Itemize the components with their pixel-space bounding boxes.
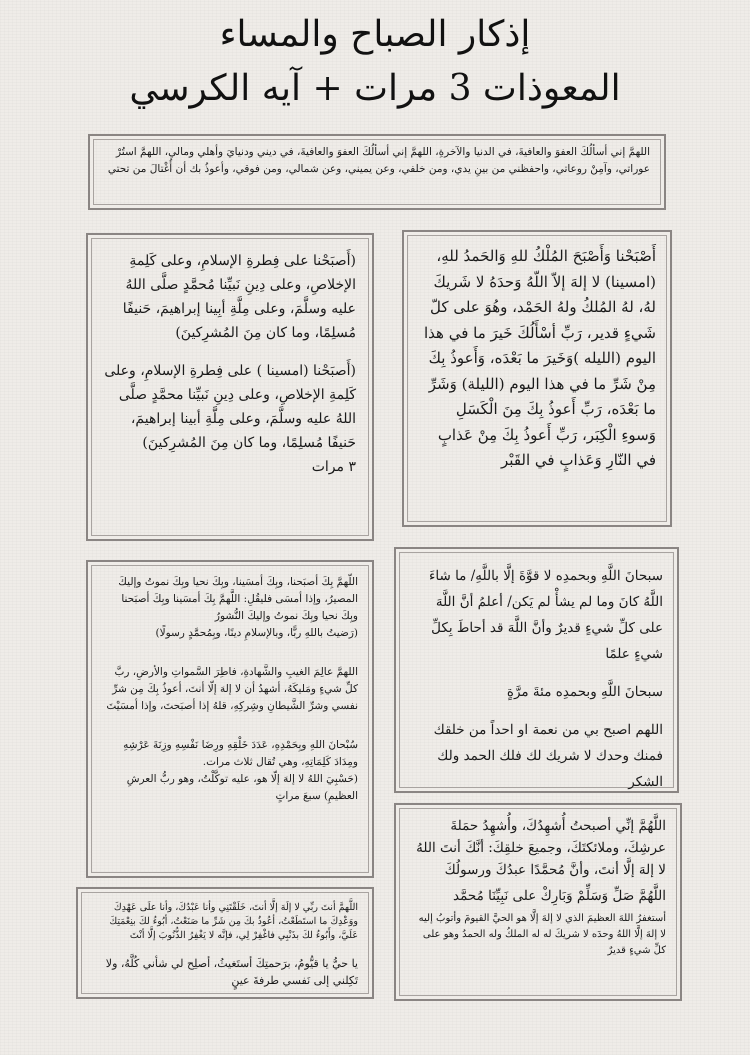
dua-box-istighfar (76, 887, 374, 999)
dua-box-ashhaduk (394, 803, 682, 1001)
page-title: إذكار الصباح والمساء (219, 14, 531, 55)
dua-box-subhan (394, 547, 679, 793)
dua-text: يا حيُّ يا قيُّومُ، برَحمتِكَ أستَغيثُ، أصلِح لي شأني كُلَّهُ، ولا تَكِلني إلى نَفسي طرفةَ عينٍ (105, 957, 358, 987)
dua-text: اللهمَّ عالِمَ الغيبِ والشَّهادةِ، فاطِرَ السَّمواتِ والأرضِ، ربَّ كلِّ شيءٍ ومَليكَهُ، أشهدُ أن لا إلهَ إلّا أنتَ، أعوذُ بِكَ مِن شرِّ نفسي وشرِّ الشَّيطانِ وشِركِهِ، قلهُ إذا أصبَحتَ، وإذا أمسَيْتَ (106, 666, 358, 712)
dua-text: اللَّهمَّ أنتَ ربِّي لا إلَهَ إلَّا أنتَ، خَلَقْتَنِي وأنا عَبْدُكَ، وأنا علَى عَهْدِكَ ووَعْدِكَ ما استَطَعْتُ، أعُوذُ بكَ مِن شَرِّ ما صَنَعْتُ، أبُوءُ لكَ بنِعْمَتِكَ عَلَيَّ، وأَبُوءُ لكَ بذَنْبِي فاغْفِرْ لِي، فإنَّه لا يَغْفِرُ الذُّنُوبَ إلَّا أنْتَ (109, 902, 358, 941)
dua-text: اللّهمَّ بِكَ أصبَحنا، وبِكَ أمسَينا، وبِكَ نحيا وبِكَ نموتُ وإليكَ المصيرُ، وإذا أمسَى فليقُلِ: اللَّهمَّ بِكَ أمسَينا وبِكَ أصبَحنا وبِكَ نحيا وبِكَ نموتُ وإليكَ النُّشورُ (118, 576, 358, 622)
dua-text: اللهم اصبح بي من نعمة او احداً من خلقك فمنك وحدك لا شريك لك فلك الحمد ولك الشكر (433, 722, 663, 790)
dua-text: سبحانَ اللَّهِ وبحمدِه مئةَ مرَّةٍ (506, 684, 663, 700)
dua-box-afiya (88, 134, 666, 210)
dua-box-fitra (86, 233, 374, 541)
dua-text: اللَّهُمَّ صَلِّ وَسَلِّمْ وَبَارِكْ على نَبِيِّنَا مُحمَّد (452, 888, 666, 904)
dua-text: (أَصبَحْنا على فِطرةِ الإسلامِ، وعلى كَلِمةِ الإخلاصِ، وعلى دِينِ نَبيِّنا مُحمَّدٍ صلَّى اللهُ عليه وسلَّمَ، وعلى مِلَّةِ أبِينا إبراهيمَ، حَنيفًا مُسلِمًا، وما كان مِنَ المُشرِكينَ) (122, 253, 356, 341)
dua-text: (رَضيتُ باللهِ ربًّا، وبالإسلامِ دينًا، وبِمُحمَّدٍ رسولًا) (155, 627, 358, 639)
dua-text: (حَسْبِيَ اللهُ لا إلهَ إلّا هو، عليه توكَّلْتُ، وهو ربُّ العرشِ العظيمِ) سبعَ مراتٍ (126, 773, 358, 802)
dua-text: سُبْحانَ اللهِ وبِحَمْدِهِ، عَدَدَ خَلْقِهِ ورِضَا نَفْسِهِ وزِنَةَ عَرْشِهِ ومِدَادَ كَلِمَاتِهِ، وهي تُقال ثلاث مرات. (123, 739, 358, 768)
page-subtitle: المعوذات 3 مرات + آيه الكرسي (129, 68, 621, 109)
dua-box-asbahna (402, 230, 672, 527)
dua-text: أَصْبَحْنا وَأَصْبَحَ المُلْكُ للهِ وَالحَمدُ للهِ،(امسينا) لا إلهَ إلاّ اللّهُ وَحدَهُ لا شَريكَ لهُ، لهُ المُلكُ ولهُ الحَمْد، وهُوَ على كلّ شَيءٍ قدير، رَبِّ أسْأَلُكَ خَيرَ ما في هذا اليوم (الليله )وَخَيرَ ما بَعْدَه، وَأَعوذُ بِكَ مِنْ شَرِّ ما في هذا اليوم (الليلة) وَشَرِّ ما بَعْدَه، رَبِّ أَعوذُ بِكَ مِنَ الْكَسَلِ وَسوءِ الْكِبَر، رَبِّ أَعوذُ بِكَ مِنْ عَذابٍ في النّارِ وَعَذابٍ في القَبْر (423, 247, 656, 469)
dua-text: (أَصبَحْنا (امسينا ) على فِطرةِ الإسلامِ، وعلى كَلِمةِ الإخلاصِ، وعلى دِينِ نَبيِّنا محمَّدٍ صلَّى اللهُ عليه وسلَّمَ، وعلى مِلَّةِ أبينا إبراهيمَ، حَنيفًا مُسلِمًا، وما كان مِنَ المُشرِكينَ) (104, 363, 356, 451)
repeat-count: ٣ مرات (311, 459, 356, 475)
dua-box-bika (86, 560, 374, 878)
dua-text: سبحانَ اللَّهِ وبحمدِه لا قوَّةَ إلَّا باللَّهِ/ ما شاءَ اللَّهُ كانَ وما لم يشأْ لم يَكن/ أعلمُ أنَّ اللَّهَ على كلِّ شيءٍ قديرٌ وأنَّ اللَّهَ قد أحاطَ بِكلِّ شيءٍ علمًا (429, 568, 663, 662)
dua-text: أستغفرُ اللهَ العظيمَ الذي لا إلهَ إلَّا هو الحيَّ القيومَ وأتوبُ إليه لا إلهَ إلَّا اللهُ وحدَه لا شريكَ له له الملكُ وله الحمدُ وهو على كلِّ شيءٍ قديرٌ (418, 913, 666, 956)
dua-text: اللَّهُمَّ إنِّي أصبحتُ أُشهِدُكَ، وأُشهِدُ حمَلةَ عرشِكَ، وملائكتَكَ، وجميعَ خلقِكَ: أنَّكَ أنتَ اللهُ لا إلهَ إلَّا أنتَ، وأنَّ مُحمَّدًا عبدُكَ ورسولُكَ (416, 818, 666, 878)
dua-text: اللهمَّ إني أسألُكَ العفوَ والعافيةَ، في الدنيا والآخرةِ، اللهمَّ إني أسألُكَ العفوَ والعافيةَ، في ديني ودنيايَ وأهلي ومالي، اللهمَّ استُرْ عوراتي، وآمِنْ روعاتي، واحفظني من بينِ يدي، ومن خلفي، وعن يميني، وعن شمالي، ومن فوقي، وأعوذُ بك أن أُغْتالَ من تحتي (107, 146, 650, 175)
